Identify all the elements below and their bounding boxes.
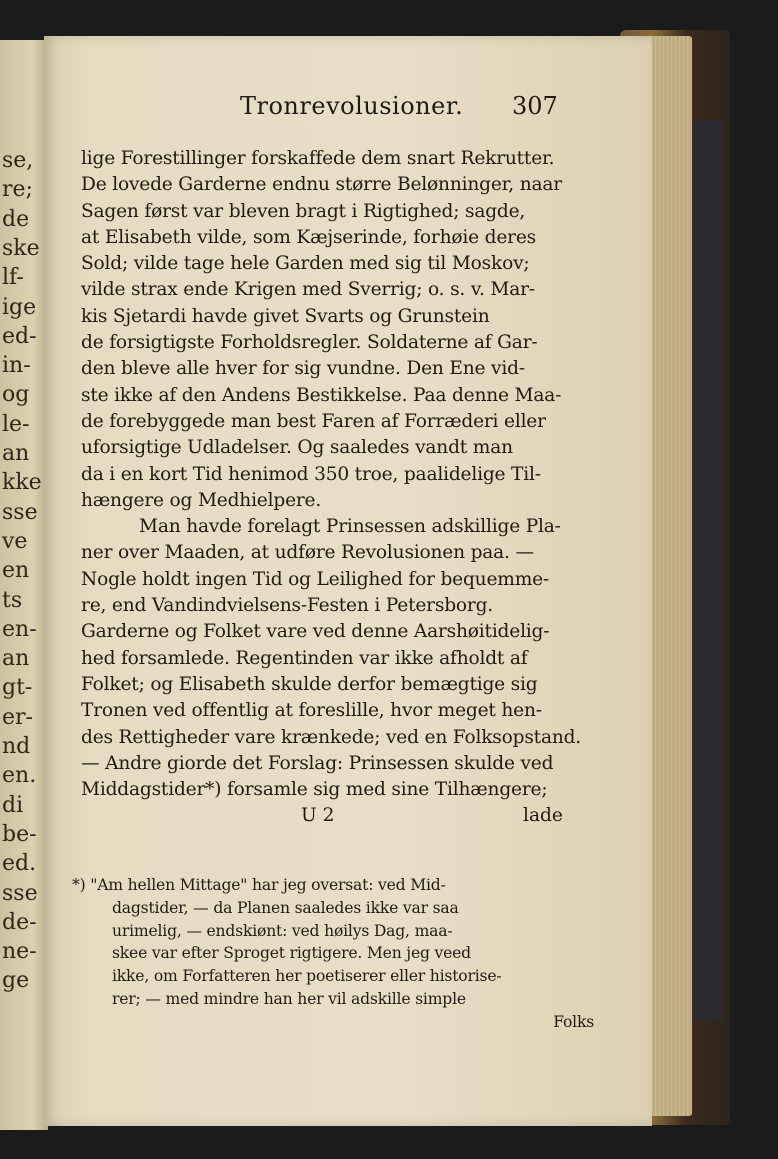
facing-page-margin bbox=[0, 40, 48, 1130]
text-line: de forsigtigste Forholdsregler. Soldaterne af Gar- bbox=[81, 332, 538, 354]
facing-page-fragment: ed- bbox=[2, 323, 37, 349]
footnote-line: ikke, om Forfatteren her poetiserer eller historise- bbox=[112, 967, 502, 986]
text-line: des Rettigheder vare krænkede; ved en Folksopstand. bbox=[81, 726, 582, 748]
footnote-line: dagstider, — da Planen saaledes ikke var saa bbox=[112, 898, 459, 917]
text-line: Nogle holdt ingen Tid og Leilighed for bequemme- bbox=[81, 568, 550, 590]
text-line: Folket; og Elisabeth skulde derfor bemægtige sig bbox=[81, 673, 538, 695]
running-title: Tronrevolusioner. bbox=[240, 92, 464, 120]
footnote-line: *) "Am hellen Mittage" har jeg oversat: ved Mid- bbox=[72, 876, 446, 894]
facing-page-fragment: in- bbox=[2, 353, 31, 379]
text-line: Middagstider*) forsamle sig med sine Tilhængere; bbox=[81, 779, 548, 801]
facing-page-fragment: re; bbox=[2, 177, 33, 203]
facing-page-fragment: se, bbox=[2, 148, 34, 173]
text-line: Sold; vilde tage hele Garden med sig til Moskov; bbox=[81, 253, 530, 275]
text-line: ste ikke af den Andens Bestikkelse. Paa denne Maa- bbox=[81, 384, 562, 406]
text-line: Garderne og Folket vare ved denne Aarshøitidelig- bbox=[81, 621, 550, 643]
facing-page-fragment: sse bbox=[2, 499, 38, 525]
text-line: da i en kort Tid henimod 350 troe, paalidelige Til- bbox=[81, 463, 541, 485]
page-header bbox=[44, 92, 652, 132]
text-line: De lovede Garderne endnu større Belønninger, naar bbox=[81, 174, 562, 196]
facing-page-fragment: de bbox=[2, 206, 30, 232]
text-line: hængere og Medhielpere. bbox=[81, 489, 322, 511]
facing-page-fragment: le- bbox=[2, 411, 30, 437]
text-line: Sagen først var bleven bragt i Rigtighed; sagde, bbox=[81, 200, 526, 222]
facing-page-fragment: ske bbox=[2, 235, 40, 261]
facing-page-fragment: ne- bbox=[2, 939, 37, 965]
book-spine-strip bbox=[694, 120, 722, 1020]
facing-page-fragment: ed. bbox=[2, 851, 37, 877]
text-line: vilde strax ende Krigen med Sverrig; o. s. v. Mar- bbox=[81, 279, 535, 301]
text-line: uforsigtige Udladelser. Og saaledes vandt man bbox=[81, 437, 513, 459]
footnote-catchword: Folks bbox=[553, 1012, 594, 1031]
text-line: den bleve alle hver for sig vundne. Den Ene vid- bbox=[81, 358, 525, 380]
paragraph-start-line: Man havde forelagt Prinsessen adskillige Pla- bbox=[139, 516, 561, 538]
facing-page-fragment: er- bbox=[2, 704, 33, 730]
text-line: hed forsamlede. Regentinden var ikke afholdt af bbox=[81, 647, 528, 669]
facing-page-fragment: an bbox=[2, 441, 30, 466]
page-number: 307 bbox=[512, 92, 558, 120]
facing-page-fragment: an bbox=[2, 646, 30, 672]
facing-page-fragment: de- bbox=[2, 909, 37, 935]
body-text bbox=[81, 146, 601, 830]
text-line: Tronen ved offentlig at foreslille, hvor meget hen- bbox=[81, 700, 542, 722]
facing-page-fragment: kke bbox=[2, 470, 42, 496]
signature-mark: U 2 bbox=[301, 805, 335, 827]
footnote bbox=[72, 874, 602, 1034]
facing-page-fragment: di bbox=[2, 792, 24, 818]
facing-page-fragment: lf- bbox=[2, 265, 24, 291]
facing-page-fragment: ige bbox=[2, 294, 37, 320]
facing-page-fragment: gt- bbox=[2, 675, 33, 701]
text-line: — Andre giorde det Forslag: Prinsessen skulde ved bbox=[81, 752, 554, 774]
text-line: de forebyggede man best Faren af Forræderi eller bbox=[81, 410, 546, 432]
book-page bbox=[44, 36, 652, 1126]
text-line: re, end Vandindvielsens-Festen i Petersborg. bbox=[81, 595, 493, 617]
facing-page-fragment: og bbox=[2, 382, 30, 408]
catchword: lade bbox=[523, 805, 563, 827]
facing-page-fragment: en- bbox=[2, 616, 37, 642]
facing-page-fragment: ve bbox=[2, 528, 28, 554]
facing-page-fragment: be- bbox=[2, 821, 37, 847]
footnote-line: urimelig, — endskiønt: ved høilys Dag, maa- bbox=[112, 921, 453, 940]
footnote-line: skee var efter Sproget rigtigere. Men jeg veed bbox=[112, 944, 471, 963]
facing-page-fragment: nd bbox=[2, 734, 31, 759]
facing-page-fragment: sse bbox=[2, 880, 38, 906]
text-line: ner over Maaden, at udføre Revolusionen paa. — bbox=[81, 542, 534, 564]
footnote-line: rer; — med mindre han her vil adskille simple bbox=[112, 989, 466, 1008]
facing-page-fragment: en. bbox=[2, 763, 37, 789]
text-line: kis Sjetardi havde givet Svarts og Grunstein bbox=[81, 305, 490, 327]
text-line: lige Forestillinger forskaffede dem snart Rekrutter. bbox=[81, 148, 555, 169]
text-line: at Elisabeth vilde, som Kæjserinde, forhøie deres bbox=[81, 226, 536, 248]
facing-page-fragment: en bbox=[2, 558, 30, 584]
facing-page-fragment: ts bbox=[2, 587, 23, 613]
signature-line bbox=[81, 803, 601, 829]
page-stack-edge bbox=[648, 36, 692, 1116]
facing-page-fragment: ge bbox=[2, 968, 30, 994]
